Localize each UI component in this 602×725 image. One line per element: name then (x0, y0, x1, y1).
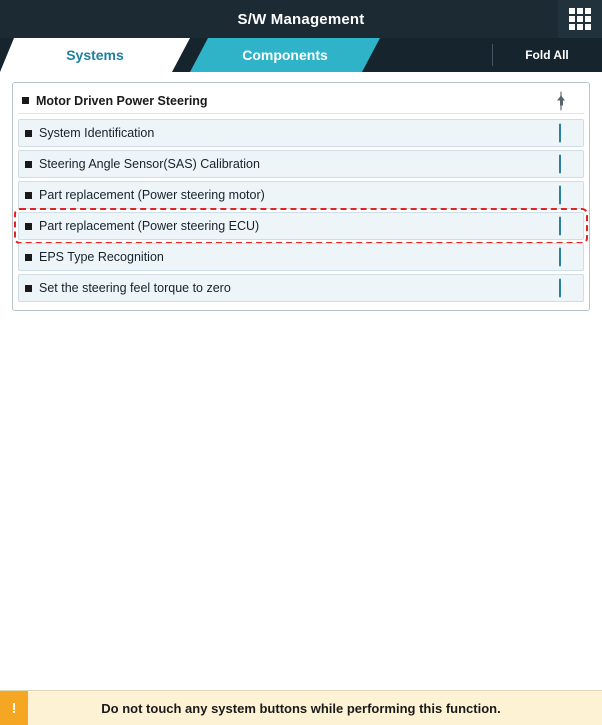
page-title: S/W Management (237, 10, 365, 28)
square-bullet-icon (25, 223, 32, 230)
document-icon[interactable] (559, 156, 576, 173)
list-item[interactable] (18, 274, 584, 302)
status-bar (0, 690, 602, 725)
document-glyph (559, 248, 561, 267)
document-icon[interactable] (559, 249, 576, 266)
system-name: Motor Driven Power Steering (36, 93, 208, 108)
document-glyph (559, 124, 561, 143)
title-bar (0, 0, 602, 38)
square-bullet-icon (25, 192, 32, 199)
square-bullet-icon (22, 97, 29, 104)
list-item[interactable] (18, 181, 584, 209)
list-item-selected[interactable] (18, 212, 584, 240)
list-item[interactable] (18, 150, 584, 178)
document-glyph (559, 186, 561, 205)
square-bullet-icon (25, 130, 32, 137)
system-header[interactable] (18, 88, 584, 114)
collapse-up-glyph (560, 91, 562, 110)
fold-all-button[interactable] (492, 38, 602, 72)
square-bullet-icon (25, 285, 32, 292)
document-icon[interactable] (559, 280, 576, 297)
document-glyph (559, 279, 561, 298)
square-bullet-icon (25, 161, 32, 168)
system-panel (12, 82, 590, 311)
list-item[interactable] (18, 243, 584, 271)
list-item-label: Part replacement (Power steering ECU) (39, 219, 260, 233)
document-glyph (559, 155, 561, 174)
document-glyph (559, 217, 561, 236)
list-item-label: System Identification (39, 126, 155, 140)
tab-components[interactable] (190, 38, 380, 72)
list-item[interactable] (18, 119, 584, 147)
list-item-label: EPS Type Recognition (39, 250, 164, 264)
tab-components-label: Components (242, 47, 328, 63)
status-message: Do not touch any system buttons while performing this function. (101, 700, 501, 716)
fold-all-label: Fold All (525, 48, 569, 62)
grid-menu-icon (569, 8, 591, 30)
warning-icon: ! (0, 691, 28, 725)
document-icon[interactable] (559, 187, 576, 204)
square-bullet-icon (25, 254, 32, 261)
document-icon[interactable] (559, 218, 576, 235)
function-list (18, 119, 584, 302)
list-item-label: Steering Angle Sensor(SAS) Calibration (39, 157, 260, 171)
content-area (0, 72, 602, 690)
grid-menu-button[interactable] (558, 0, 602, 38)
document-icon[interactable] (559, 125, 576, 142)
list-item-label: Set the steering feel torque to zero (39, 281, 231, 295)
tab-systems[interactable] (0, 38, 190, 72)
tab-bar (0, 38, 602, 72)
tab-systems-label: Systems (66, 47, 124, 63)
collapse-up-icon[interactable] (560, 92, 577, 109)
list-item-label: Part replacement (Power steering motor) (39, 188, 265, 202)
